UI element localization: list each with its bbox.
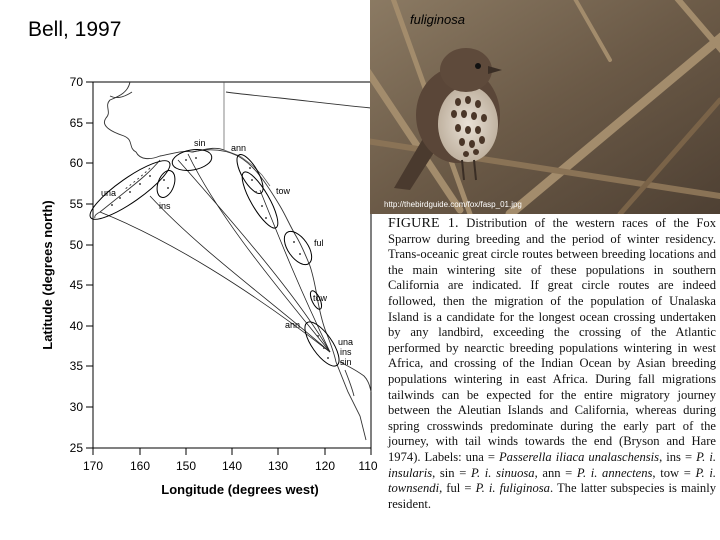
x-tick-label: 140 [221,459,243,473]
x-axis [93,448,371,455]
species-name: P. i. sinuosa [470,465,535,480]
caption-text: , ins = [659,449,697,464]
species-label: fuliginosa [410,12,465,27]
bird-image [370,0,720,214]
coastline [95,82,371,440]
breeding-ranges [84,147,345,371]
figure-caption [388,216,716,512]
y-tick-label: 25 [69,441,83,455]
label-sin: sin [194,138,206,148]
fox-sparrow-photo [370,0,720,214]
slide-title: Bell, 1997 [28,18,122,41]
x-tick-label: 160 [129,459,151,473]
label-una-winter: una [338,337,354,347]
y-axis-label: Latitude (degrees north) [40,200,55,350]
range-una [84,153,176,228]
photo-source-url: http://thebirdguide.com/fox/fasp_01.jpg [384,200,522,209]
route-ins [150,196,330,352]
x-tick-label: 170 [82,459,104,473]
range-ful [279,227,317,270]
x-axis-label: Longitude (degrees west) [161,482,319,497]
label-ful: ful [314,238,324,248]
population-labels [101,138,353,367]
label-ins: ins [159,201,171,211]
x-tick-labels [83,459,378,473]
label-ins-winter: ins [340,347,352,357]
species-name: Passerella iliaca unalaschensis [498,449,660,464]
y-tick-label: 35 [69,359,83,373]
y-tick-label: 45 [69,278,83,292]
range-sin [171,147,214,174]
y-tick-label: 40 [69,319,83,333]
label-tow: tow [276,186,291,196]
label-ann-winter: ann [285,320,301,330]
y-tick-label: 50 [69,238,83,252]
x-tick-label: 120 [314,459,336,473]
figure-label: FIGURE 1. [388,216,459,231]
y-tick-label: 65 [69,116,83,130]
x-tick-label: 110 [358,459,378,473]
label-tow-winter: tow [313,293,328,303]
y-tick-label: 30 [69,400,83,414]
y-tick-label: 60 [69,156,83,170]
y-tick-label: 70 [69,75,83,89]
species-name: P. i. annectens [576,465,653,480]
caption-text: . The latter subspecies is mainly resident. [388,481,716,511]
map-frame [93,82,371,448]
y-axis [86,82,93,448]
x-tick-label: 130 [267,459,289,473]
species-name: P. i. townsendi [388,465,716,496]
caption-text: , sin = [432,465,471,480]
caption-text: Distribution of the western races of the Fox Sparrow during breeding and the period of winter residency. Trans-oceanic great circle routes between breeding locations and the main wintering site of these populations in southern California are indicated. If great circle routes are indeed followed, then the migration of the population of Unalaska Island is a candidate for the longest ocean crossing undertaken by any landbird, exceeding the crossing of the Atlantic performed by nearctic breeding populations wintering in west Africa, and crossing of the Indian Ocean by Asian breeding populations wintering in east Africa. During fall migrations tailwinds can be expected for the entire migratory journey between the Aleutian Islands and California, whereas during spring crosswinds predominate during the early part of the journey, with tail winds towards the end (Bryson and Hare 1974). Labels: una = [388,216,716,464]
species-name: P. i. insularis [388,449,716,480]
label-sin-winter: sin [340,357,352,367]
caption-text: , ful = [439,481,476,496]
label-una: una [101,188,117,198]
caption-text: , ann = [534,465,577,480]
y-tick-labels [70,75,84,455]
species-name: P. i. fuliginosa [475,481,550,496]
political-borders [224,82,270,186]
caption-text: , tow = [652,465,696,480]
label-ann: ann [231,143,247,153]
y-tick-label: 55 [69,197,83,211]
x-tick-label: 150 [175,459,197,473]
